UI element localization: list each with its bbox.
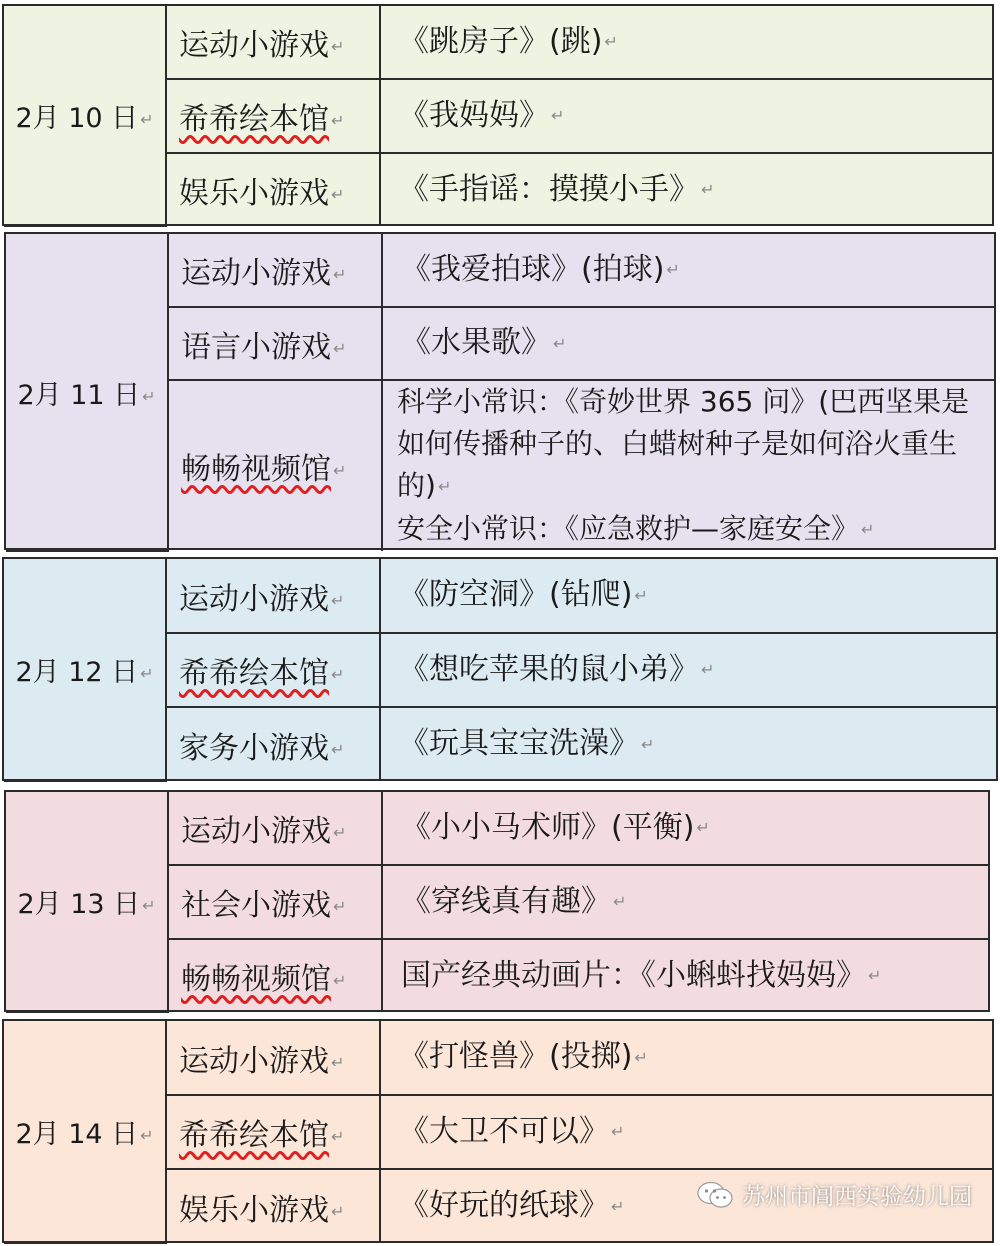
activity-cell: 《水果歌》 ↵ bbox=[382, 307, 994, 380]
category-cell: 家务小游戏 ↵ bbox=[166, 707, 380, 781]
activity-cell: 《跳房子》(跳) ↵ bbox=[380, 6, 992, 79]
activity-cell: 《我爱拍球》(拍球) ↵ bbox=[382, 234, 994, 307]
category-cell: 希希绘本馆 ↵ bbox=[166, 79, 380, 153]
date-cell: 2月 14 日 ↵ bbox=[4, 1021, 166, 1243]
activity-cell: 国产经典动画片：《小蝌蚪找妈妈》 ↵ bbox=[382, 939, 988, 1012]
category-cell: 运动小游戏 ↵ bbox=[168, 234, 382, 307]
category-cell: 运动小游戏 ↵ bbox=[166, 6, 380, 79]
date-cell: 2月 10 日 ↵ bbox=[4, 6, 166, 226]
activity-cell: 《大卫不可以》 ↵ bbox=[380, 1095, 992, 1169]
category-cell: 畅畅视频馆 ↵ bbox=[168, 939, 382, 1012]
activity-cell: 《穿线真有趣》 ↵ bbox=[382, 865, 988, 939]
category-cell: 运动小游戏 ↵ bbox=[166, 1021, 380, 1095]
category-cell: 社会小游戏 ↵ bbox=[168, 865, 382, 939]
category-cell: 希希绘本馆 ↵ bbox=[166, 1095, 380, 1169]
category-cell: 希希绘本馆 ↵ bbox=[166, 633, 380, 707]
schedule-table bbox=[6, 792, 988, 1013]
activity-cell: 《小小马术师》(平衡) ↵ bbox=[382, 792, 988, 865]
activity-cell: 《想吃苹果的鼠小弟》 ↵ bbox=[380, 633, 996, 707]
day-block-feb-11 bbox=[4, 232, 996, 550]
category-cell: 娱乐小游戏 ↵ bbox=[166, 153, 380, 226]
watermark-text: 苏州市阊西实验幼儿园 bbox=[742, 1184, 972, 1210]
date-cell: 2月 12 日 ↵ bbox=[4, 559, 166, 781]
activity-cell: 《玩具宝宝洗澡》 ↵ bbox=[380, 707, 996, 781]
schedule-table bbox=[6, 234, 994, 552]
category-cell: 娱乐小游戏 ↵ bbox=[166, 1169, 380, 1243]
activity-cell: 《防空洞》(钻爬) ↵ bbox=[380, 559, 996, 633]
day-block-feb-12 bbox=[2, 557, 998, 781]
activity-cell: 《我妈妈》 ↵ bbox=[380, 79, 992, 153]
date-cell: 2月 13 日 ↵ bbox=[6, 792, 168, 1012]
watermark bbox=[696, 1178, 972, 1211]
safety-note: 安全小常识：《应急救护—家庭安全》 ↵ bbox=[397, 512, 875, 545]
category-cell: 运动小游戏 ↵ bbox=[168, 792, 382, 865]
activity-cell bbox=[382, 380, 994, 551]
science-note: 科学小常识：《奇妙世界 365 问》(巴西坚果是如何传播种子的、白蜡树种子是如何浴火重生的) ↵ bbox=[397, 385, 970, 502]
category-cell: 畅畅视频馆 ↵ bbox=[168, 380, 382, 551]
category-cell: 语言小游戏 ↵ bbox=[168, 307, 382, 380]
wechat-icon bbox=[696, 1180, 734, 1210]
day-block-feb-13 bbox=[4, 790, 990, 1012]
date-cell: 2月 11 日 ↵ bbox=[6, 234, 168, 551]
activity-cell: 《手指谣：摸摸小手》 ↵ bbox=[380, 153, 992, 226]
day-block-feb-10 bbox=[2, 4, 994, 226]
activity-cell: 《打怪兽》(投掷) ↵ bbox=[380, 1021, 992, 1095]
schedule-table bbox=[4, 559, 996, 782]
activity-cell: 《好玩的纸球》 ↵ bbox=[380, 1169, 992, 1243]
schedule-table bbox=[4, 6, 992, 227]
category-cell: 运动小游戏 ↵ bbox=[166, 559, 380, 633]
